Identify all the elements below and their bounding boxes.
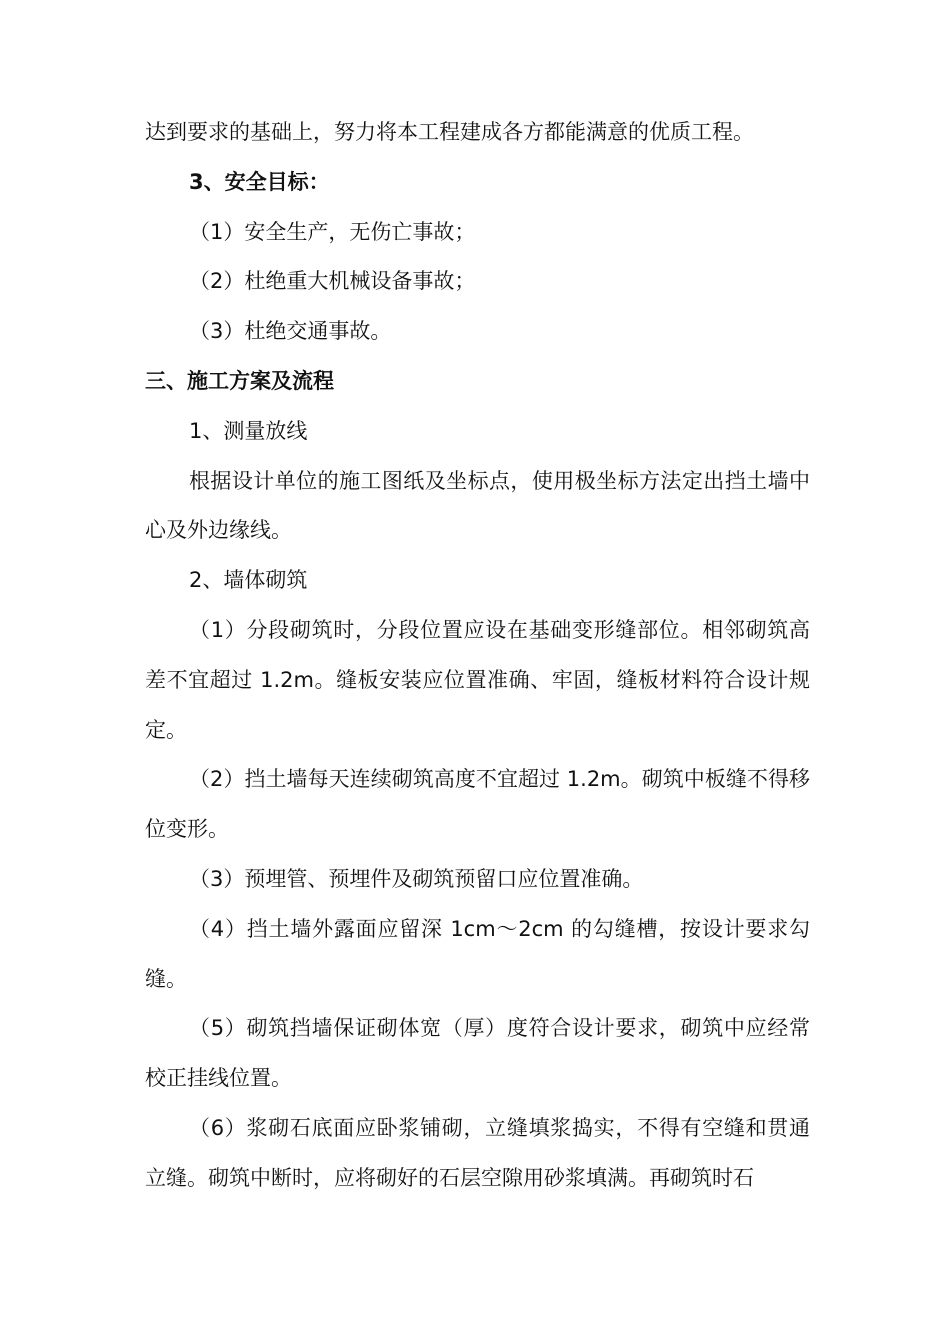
list-item: （2）挡土墙每天连续砌筑高度不宜超过 1.2m。砌筑中板缝不得移位变形。 xyxy=(145,767,810,842)
list-item: （2）杜绝重大机械设备事故； xyxy=(189,269,476,294)
list-item: （1）分段砌筑时，分段位置应设在基础变形缝部位。相邻砌筑高差不宜超过 1.2m。缝板安装应位置准确、牢固，缝板材料符合设计规定。 xyxy=(145,617,810,742)
paragraph-continuation: 达到要求的基础上，努力将本工程建成各方都能满意的优质工程。 xyxy=(145,120,754,144)
list-item: （4）挡土墙外露面应留深 1cm～2cm 的勾缝槽，按设计要求勾缝。 xyxy=(145,916,810,991)
list-item: （3）杜绝交通事故。 xyxy=(189,319,392,344)
section-heading: 三、施工方案及流程 xyxy=(145,368,334,393)
document-body xyxy=(145,108,810,1204)
list-item: （3）预埋管、预埋件及砌筑预留口应位置准确。 xyxy=(189,866,644,891)
subheading-masonry: 2、墙体砌筑 xyxy=(189,568,308,593)
subheading-survey: 1、测量放线 xyxy=(189,418,308,443)
paragraph: 根据设计单位的施工图纸及坐标点，使用极坐标方法定出挡土墙中心及外边缘线。 xyxy=(145,468,810,543)
list-item: （5）砌筑挡墙保证砌体宽（厚）度符合设计要求，砌筑中应经常校正挂线位置。 xyxy=(145,1016,810,1091)
heading-safety-goals: 3、安全目标： xyxy=(189,169,330,194)
list-item: （1）安全生产，无伤亡事故； xyxy=(189,219,476,244)
list-item: （6）浆砌石底面应卧浆铺砌，立缝填浆捣实，不得有空缝和贯通立缝。砌筑中断时，应将砌好的石层空隙用砂浆填满。再砌筑时石 xyxy=(145,1115,810,1190)
